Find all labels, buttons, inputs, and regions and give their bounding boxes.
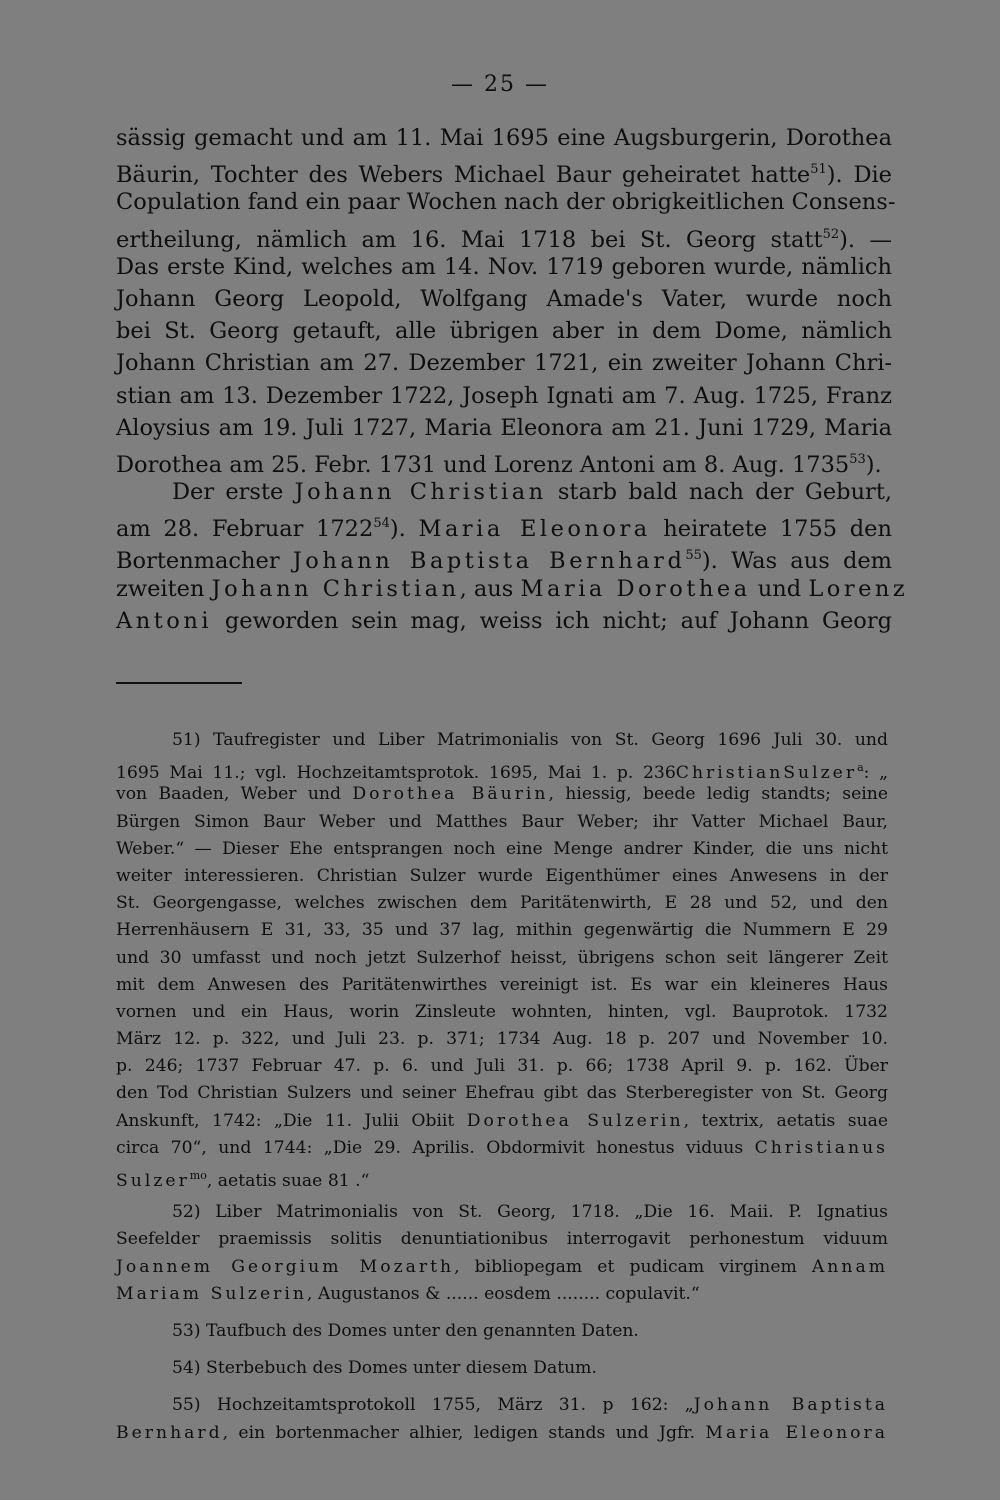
text-segment: , bibliopegam et pudicam virginem <box>454 1256 812 1277</box>
text-segment: St. Georgengasse, welches zwischen dem Paritätenwirth, E 28 und 52, und den <box>116 893 888 914</box>
text-segment: Seefelder praemissis solitis denuntiationibus interrogavit perhonestum viduum <box>116 1229 888 1250</box>
text-segment: Johann Christian am 27. Dezember 1721, ein zweiter Johann Chri- <box>116 350 892 377</box>
footnote-line <box>116 1108 888 1135</box>
text-segment: , aetatis suae 81 <box>206 1171 356 1191</box>
text-segment: Bürgen Simon Baur Weber und Matthes Baur Weber; ihr Vatter Michael Baur, <box>116 811 888 832</box>
body-line <box>116 251 892 283</box>
text-segment: Anskunft, 1742: „Die 11. Julii Obiit <box>116 1110 467 1131</box>
text-segment: ). Was aus dem <box>701 548 892 575</box>
body-line <box>116 605 892 637</box>
text-segment: 53) Taufbuch des Domes unter den genannten Daten. <box>172 1320 639 1341</box>
text-segment: .“ <box>355 1171 370 1191</box>
spaced-name: Dorothea Sulzerin <box>466 1110 684 1131</box>
text-segment: heiratete 1755 den <box>650 516 892 543</box>
text-segment: und <box>750 575 809 602</box>
text-segment: ertheilung, nämlich am 16. Mai 1718 bei St. Georg statt <box>116 226 823 253</box>
text-segment: ). <box>865 451 882 478</box>
text-segment: und 30 umfasst und noch jetzt Sulzerhof heisst, übrigens schon seit längerer Zeit <box>116 947 888 968</box>
footnote-line <box>116 754 888 784</box>
spaced-name: Joannem Georgium Mozarth <box>116 1256 455 1277</box>
text-segment: Aloysius am 19. Juli 1727, Maria Eleonora am 21. Juni 1729, Maria <box>116 414 892 441</box>
footnotes <box>116 727 888 1457</box>
text-segment: Herrenhäusern E 31, 33, 35 und 37 lag, mithin gegenwärtig die Nummern E 29 <box>116 920 888 941</box>
text-segment: , Augustanos & ...... eosdem ........ copulavit.“ <box>306 1283 700 1304</box>
text-segment: Bortenmacher <box>116 548 293 575</box>
footnote-line <box>116 863 888 890</box>
text-segment: von Baaden, Weber und <box>116 784 353 805</box>
footnote <box>116 1355 888 1382</box>
text-segment: 1695 Mai 11.; vgl. Hochzeitamtsprotok. 1695, Mai 1. p. 236 <box>116 763 676 784</box>
text-segment: : „ <box>863 763 888 784</box>
spaced-name: Maria Eleonora <box>418 516 651 543</box>
body-line <box>116 476 892 508</box>
text-segment: den Tod Christian Sulzers und seiner Ehefrau gibt das Sterberegister von St. Georg <box>116 1083 888 1104</box>
footnote-line <box>116 1053 888 1080</box>
spaced-name: Antoni <box>116 607 213 634</box>
spaced-name: Christianus <box>754 1137 888 1158</box>
text-segment: ). Die <box>826 162 892 189</box>
footnote-ref: 53 <box>849 451 866 467</box>
footnote-line <box>116 945 888 972</box>
text-segment: geworden sein mag, weiss ich nicht; auf Johann Georg <box>212 607 892 634</box>
text-segment: , aus <box>459 575 521 602</box>
footnote-line <box>116 1226 888 1253</box>
text-segment: bei St. Georg getauft, alle übrigen aber in dem Dome, nämlich <box>116 318 892 345</box>
text-segment: ). — <box>839 226 892 253</box>
text-segment: 55) Hochzeitamtsprotokoll 1755, März 31. p 162: „ <box>172 1395 694 1416</box>
text-segment: zweiten <box>116 575 212 602</box>
spaced-name: Bernhard <box>116 1422 223 1443</box>
body-line <box>116 315 892 347</box>
body-line <box>116 412 892 444</box>
footnote-line <box>116 781 888 808</box>
text-segment: Das erste Kind, welches am 14. Nov. 1719 geboren wurde, nämlich <box>116 253 892 280</box>
body-line <box>116 283 892 315</box>
body-line <box>116 380 892 412</box>
footnote <box>116 1318 888 1345</box>
main-text <box>116 122 909 637</box>
spaced-name: ChristianSulzer <box>675 763 858 784</box>
footnote-ref: 51 <box>810 162 827 178</box>
text-segment: mit dem Anwesen des Paritätenwirthes vereinigt ist. Es war ein kleineres Haus <box>116 974 888 995</box>
spaced-name: Johann Christian <box>211 575 460 602</box>
footnote-ref: 54 <box>373 516 390 532</box>
footnote-line <box>116 727 888 754</box>
spaced-name: Maria Dorothea <box>520 575 751 602</box>
footnote-line <box>116 1281 888 1308</box>
footnote <box>116 1392 888 1446</box>
footnote-ref: mo <box>189 1169 207 1182</box>
footnote-ref: a <box>857 761 864 775</box>
footnote-line <box>116 1318 888 1345</box>
text-segment: 51) Taufregister und Liber Matrimonialis von St. Georg 1696 Juli 30. und <box>172 730 888 750</box>
spaced-name: Maria Eleonora <box>705 1422 888 1443</box>
text-segment: Dorothea am 25. Febr. 1731 und Lorenz Antoni am 8. Aug. 1735 <box>116 451 850 478</box>
text-segment: Bäurin, Tochter des Webers Michael Baur geheiratet hatte <box>116 162 811 189</box>
footnote-line <box>116 1199 888 1226</box>
text-segment: Johann Georg Leopold, Wolfgang Amade's Vater, wurde noch <box>116 285 892 312</box>
text-segment: sässig gemacht und am 11. Mai 1695 eine Augsburgerin, Dorothea <box>116 125 892 151</box>
body-line <box>116 573 909 605</box>
footnote-line <box>116 917 888 944</box>
footnote-line <box>116 1162 888 1189</box>
footnote-ref: 55 <box>685 548 702 564</box>
spaced-name: Dorothea Bäurin <box>352 784 549 805</box>
text-segment: p. 246; 1737 Februar 47. p. 6. und Juli 31. p. 66; 1738 April 9. p. 162. Über <box>116 1056 888 1077</box>
footnote-line <box>116 1080 888 1107</box>
body-line <box>116 219 892 251</box>
page-number: — 25 — <box>451 72 549 97</box>
footnote-line <box>116 999 888 1026</box>
body-line <box>116 122 892 154</box>
body-line <box>116 347 892 379</box>
spaced-name: Johann Baptista Bernhard <box>292 548 686 575</box>
footnote-line <box>116 1135 888 1162</box>
text-segment: 52) Liber Matrimonialis von St. Georg, 1718. „Die 16. Maii. P. Ignatius <box>172 1202 888 1223</box>
footnote <box>116 1199 888 1308</box>
footnote-line <box>116 1420 888 1447</box>
footnote-line <box>116 1254 888 1281</box>
text-segment: circa 70“, und 1744: „Die 29. Aprilis. Obdormivit honestus viduus <box>116 1137 755 1158</box>
text-segment: Copulation fand ein paar Wochen nach der obrigkeitlichen Consens- <box>116 189 896 216</box>
body-line <box>116 444 892 476</box>
footnote-separator <box>116 682 242 684</box>
body-line <box>116 154 892 189</box>
text-segment: 54) Sterbebuch des Domes unter diesem Datum. <box>172 1358 597 1379</box>
footnote-ref: 52 <box>822 226 840 242</box>
text-segment: starb bald nach der Geburt, <box>546 479 893 506</box>
footnote-line <box>116 809 888 836</box>
footnote <box>116 727 888 1189</box>
spaced-name: Mariam Sulzerin <box>116 1283 307 1304</box>
spaced-name: Lorenz <box>808 575 909 602</box>
body-line <box>116 508 892 543</box>
footnote-line <box>116 890 888 917</box>
spaced-name: Johann Baptista <box>693 1395 888 1416</box>
text-segment: , textrix, aetatis suae <box>683 1110 888 1131</box>
text-segment: am 28. Februar 1722 <box>116 516 374 543</box>
spaced-name: Annam <box>811 1256 888 1277</box>
footnote-line <box>116 1355 888 1382</box>
footnote-line <box>116 972 888 999</box>
text-segment: Der erste <box>172 479 295 506</box>
spaced-name: Sulzer <box>116 1171 190 1191</box>
body-line <box>116 540 892 575</box>
text-segment: März 12. p. 322, und Juli 23. p. 371; 1734 Aug. 18 p. 207 und November 10. <box>116 1029 888 1050</box>
spaced-name: Johann Christian <box>294 479 547 506</box>
text-segment: vornen und ein Haus, worin Zinsleute wohnten, hinten, vgl. Bauprotok. 1732 <box>116 1001 888 1022</box>
text-segment: ). <box>389 516 419 543</box>
text-segment: , hiessig, beede ledig standts; seine <box>548 784 889 805</box>
text-segment: stian am 13. Dezember 1722, Joseph Ignati am 7. Aug. 1725, Franz <box>116 382 892 409</box>
footnote-line <box>116 836 888 863</box>
text-segment: Weber.“ — Dieser Ehe entsprangen noch eine Menge andrer Kinder, die uns nicht <box>116 838 888 859</box>
footnote-line <box>116 1026 888 1053</box>
body-line <box>116 186 896 218</box>
text-segment: , ein bortenmacher alhier, ledigen stands und Jgfr. <box>222 1422 706 1443</box>
footnote-line <box>116 1392 888 1419</box>
text-segment: weiter interessieren. Christian Sulzer wurde Eigenthümer eines Anwesens in der <box>116 865 888 886</box>
